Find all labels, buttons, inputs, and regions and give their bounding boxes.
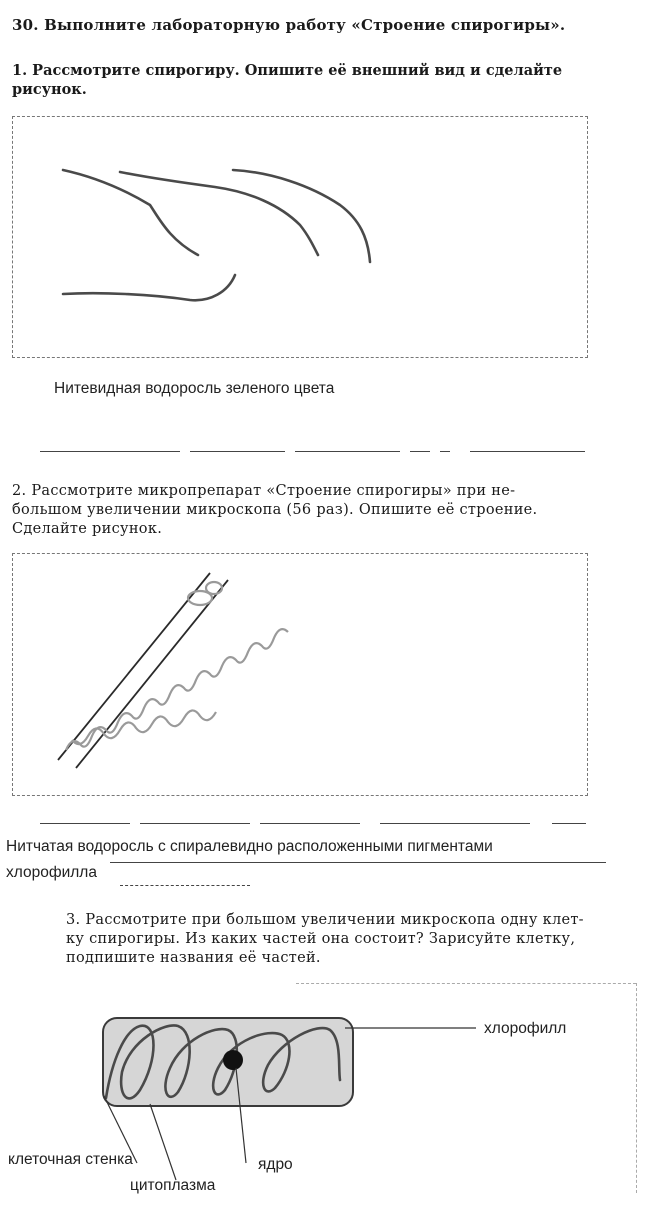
cytoplasm-pointer xyxy=(150,1104,176,1180)
page-title: 30. Выполните лабораторную работу «Строение спирогиры». xyxy=(12,16,566,34)
task1-answer: Нитевидная водоросль зеленого цвета xyxy=(54,380,335,397)
label-chlorophyll: хлорофилл xyxy=(484,1020,567,1037)
task2-prompt-line3: Сделайте рисунок. xyxy=(12,521,163,537)
label-nucleus: ядро xyxy=(258,1156,293,1173)
task2-answer-line1: Нитчатая водоросль с спиралевидно расположенными пигментами xyxy=(6,838,493,855)
task3-prompt-line1: 3. Рассмотрите при большом увеличении микроскопа одну клет- xyxy=(66,912,584,928)
label-cell-wall: клеточная стенка xyxy=(8,1151,133,1168)
task3-prompt-line3: подпишите названия её частей. xyxy=(66,950,321,966)
task2-answer-line2: хлорофилла xyxy=(6,864,97,881)
task1-prompt-line2: рисунок. xyxy=(12,81,87,98)
nucleus-dot xyxy=(223,1050,243,1070)
task1-prompt-line1: 1. Рассмотрите спирогиру. Опишите её внешний вид и сделайте xyxy=(12,62,563,79)
task3-prompt-line2: ку спирогиры. Из каких частей она состоит? Зарисуйте клетку, xyxy=(66,931,576,947)
task2-prompt-line2: большом увеличении микроскопа (56 раз). Опишите её строение. xyxy=(12,502,538,518)
label-cytoplasm: цитоплазма xyxy=(130,1177,216,1194)
task2-prompt-line1: 2. Рассмотрите микропрепарат «Строение спирогиры» при не- xyxy=(12,483,516,499)
